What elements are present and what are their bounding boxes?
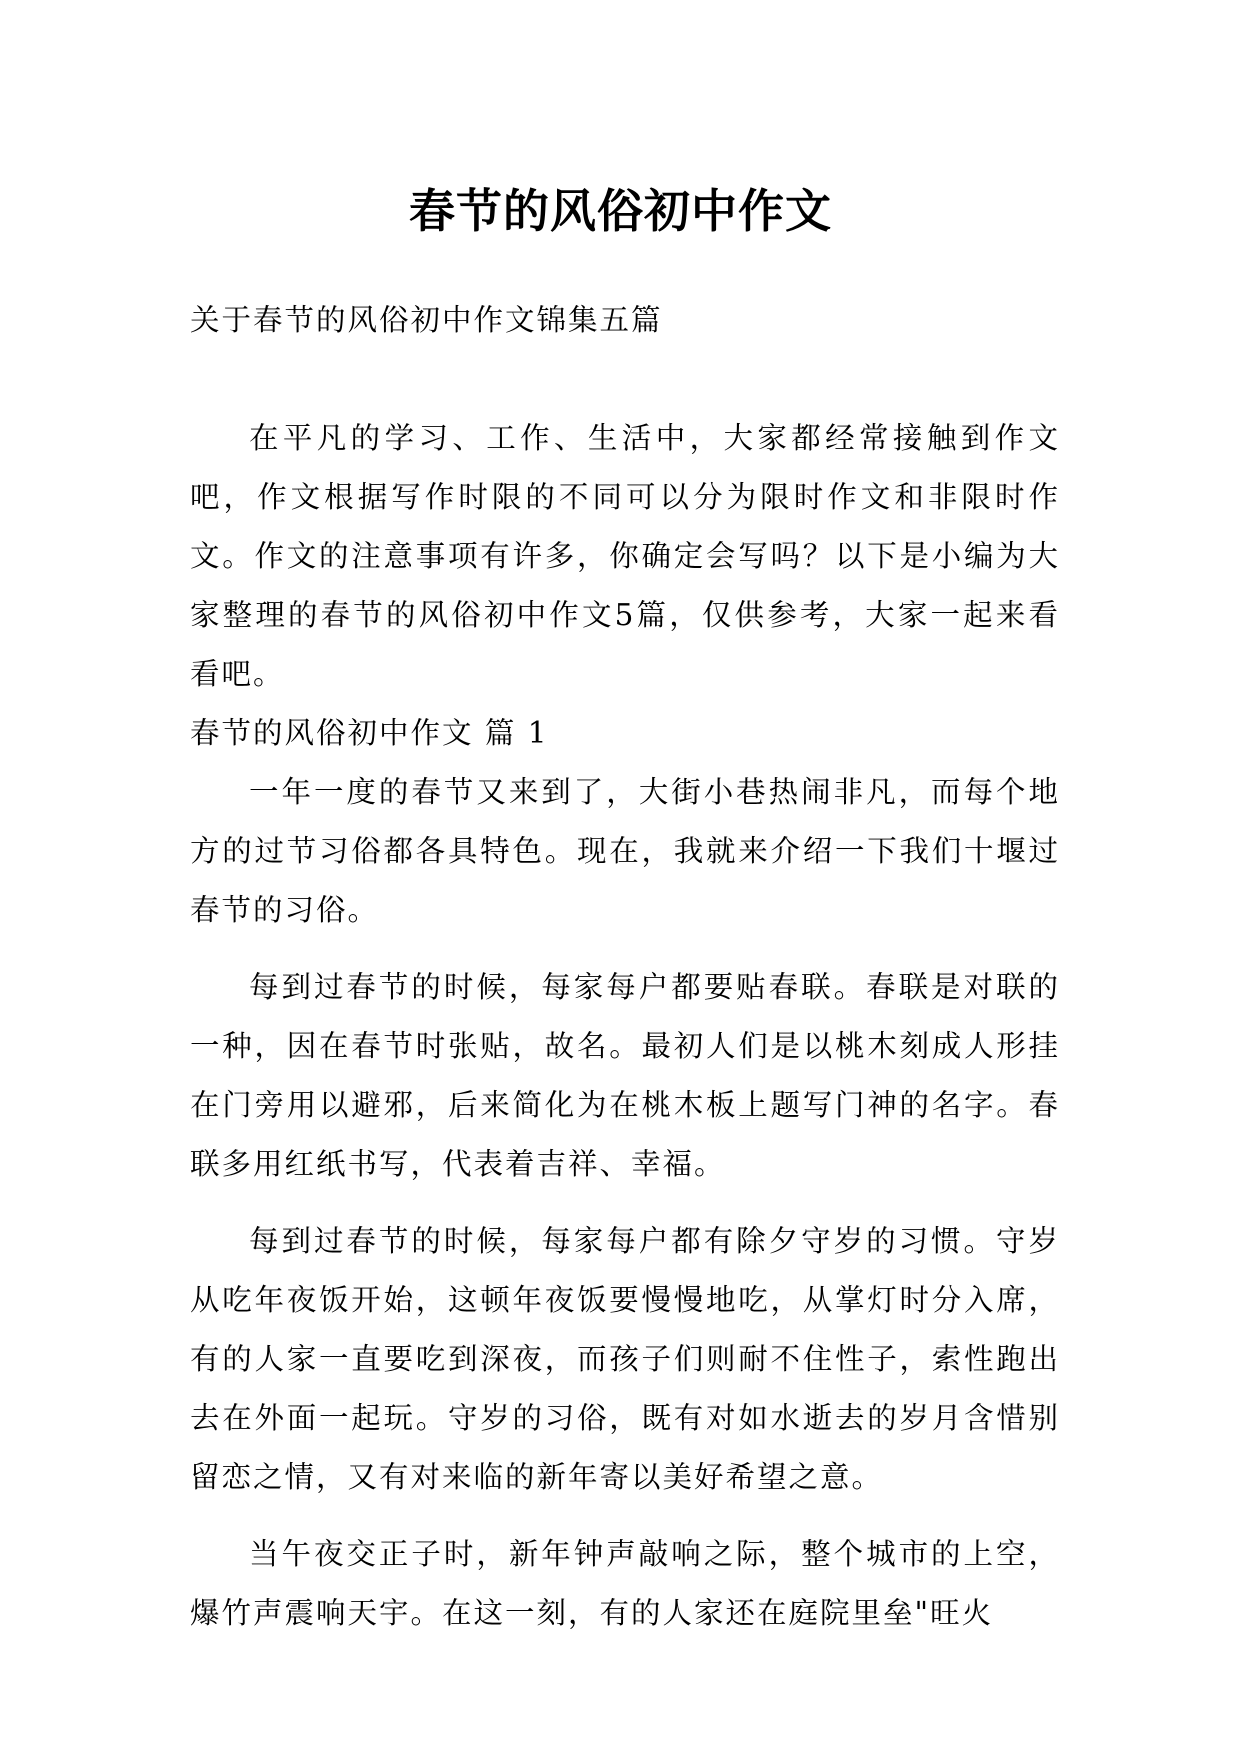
- document-subtitle: 关于春节的风俗初中作文锦集五篇: [190, 303, 663, 337]
- paragraph-spacer: [190, 1194, 1060, 1212]
- paragraph-spacer: [190, 940, 1060, 958]
- body-paragraph-2: 每到过春节的时候，每家每户都要贴春联。春联是对联的一种，因在春节时张贴，故名。最初人们是以桃木刻成人形挂在门旁用以避邪，后来简化为在桃木板上题写门神的名字。春联多用红纸书写，代表着吉祥、幸福。: [190, 970, 1060, 1181]
- body-paragraph-3: 每到过春节的时候，每家每户都有除夕守岁的习惯。守岁从吃年夜饭开始，这顿年夜饭要慢慢地吃，从掌灯时分入席，有的人家一直要吃到深夜，而孩子们则耐不住性子，索性跑出去在外面一起玩。守岁的习俗，既有对如水逝去的岁月含惜别留恋之情，又有对来临的新年寄以美好希望之意。: [190, 1224, 1060, 1494]
- paragraph-spacer: [190, 1507, 1060, 1525]
- section-heading: 春节的风俗初中作文 篇 1: [190, 716, 549, 750]
- document-title: 春节的风俗初中作文: [409, 183, 832, 238]
- body-paragraph-4: 当午夜交正子时，新年钟声敲响之际，整个城市的上空，爆竹声震响天宇。在这一刻，有的人家还在庭院里垒"旺火: [190, 1537, 1060, 1630]
- document-body: [190, 291, 1060, 1643]
- intro-paragraph: 在平凡的学习、工作、生活中，大家都经常接触到作文吧，作文根据写作时限的不同可以分为限时作文和非限时作文。作文的注意事项有许多，你确定会写吗？以下是小编为大家整理的春节的风俗初中作文5篇，仅供参考，大家一起来看看吧。: [190, 421, 1060, 691]
- body-paragraph-1: 一年一度的春节又来到了，大街小巷热闹非凡，而每个地方的过节习俗都各具特色。现在，我就来介绍一下我们十堰过春节的习俗。: [190, 775, 1060, 927]
